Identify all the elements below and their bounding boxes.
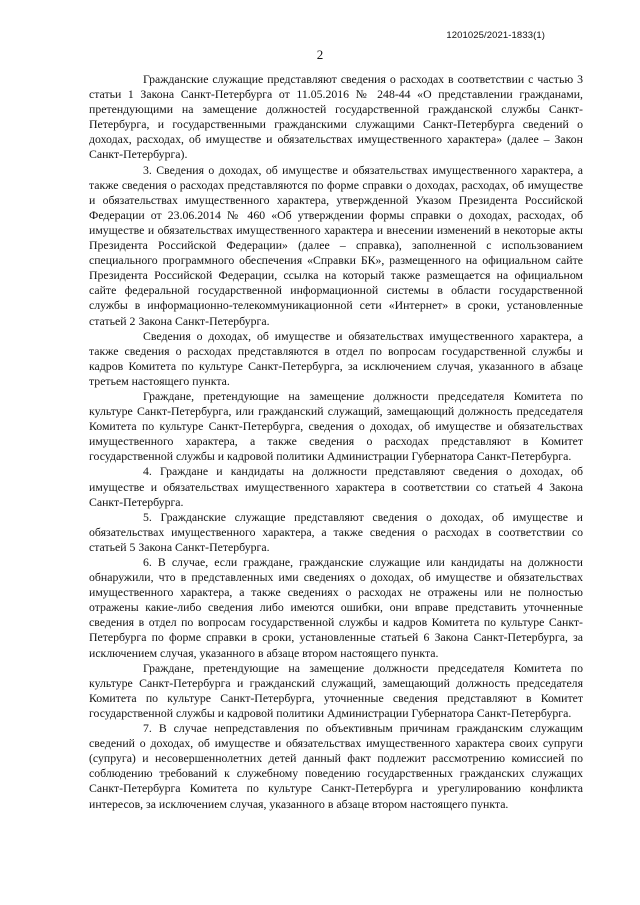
document-body [89, 72, 583, 812]
paragraph-item-3: 3. Сведения о доходах, об имуществе и обязательствах имущественного характера, а также сведения о расходах представляются по форме справки о доходах, расходах, об имуществе и обязательствах имущественного характера, утвержденной Указом Президента Российской Федерации от 23.06.2014 № 460 «Об утверждении формы справки о доходах, расходах, об имуществе и обязательствах имущественного характера и внесении изменений в некоторые акты Президента Российской Федерации» (далее – справка), заполненной с использованием специального программного обеспечения «Справки БК», размещенного на официальном сайте Президента Российской Федерации, ссылка на который также размещается на официальном сайте федеральной государственной информационной системы в области государственной службы в информационно-телекоммуникационной сети «Интернет» в сроки, установленные статьей 2 Закона Санкт-Петербурга. [89, 162, 583, 328]
paragraph-item-3-chairman: Граждане, претендующие на замещение должности председателя Комитета по культуре Санкт-Петербурга, или гражданский служащий, замещающий должность председателя Комитета по культуре Санкт-Петербурга, сведения о доходах, об имуществе и обязательствах имущественного характера, а также сведения о расходах представляют в Комитет государственной службы и кадровой политики Администрации Губернатора Санкт-Петербурга. [89, 388, 583, 464]
paragraph-item-3-submission: Сведения о доходах, об имуществе и обязательствах имущественного характера, а также сведения о расходах представляются в отдел по вопросам государственной службы и кадров Комитета по культуре Санкт-Петербурга, за исключением случая, указанного в абзаце третьем настоящего пункта. [89, 328, 583, 388]
page-number: 2 [316, 47, 324, 62]
paragraph-item-6: 6. В случае, если граждане, гражданские служащие или кандидаты на должности обнаружили, что в представленных ими сведениях о доходах, об имуществе и обязательствах имущественного характера, а также сведениях о расходах не отражены или не полностью отражены какие-либо сведения либо имеются ошибки, они вправе представить уточненные сведения в отдел по вопросам государственной службы и кадров Комитета по культуре Санкт-Петербурга по форме справки в сроки, установленные статьей 6 Закона Санкт-Петербурга, за исключением случая, указанного в абзаце втором настоящего пункта. [89, 555, 583, 660]
paragraph-expenses-intro: Гражданские служащие представляют сведения о расходах в соответствии с частью 3 статьи 1 Закона Санкт-Петербурга от 11.05.2016 № 248-44 «О представлении гражданами, претендующими на замещение должностей государственной гражданской службы Санкт-Петербурга, и государственными гражданскими служащими Санкт-Петербурга сведений о доходах, расходах, об имуществе и обязательствах имущественного характера» (далее – Закон Санкт-Петербурга). [89, 72, 583, 162]
paragraph-item-6-chairman: Граждане, претендующие на замещение должности председателя Комитета по культуре Санкт-Петербурга и гражданский служащий, замещающий должность председателя Комитета по культуре Санкт-Петербурга, уточненные сведения представляют в Комитет государственной службы и кадровой политики Администрации Губернатора Санкт-Петербурга. [89, 660, 583, 720]
document-registration-number: 1201025/2021-1833(1) [446, 30, 545, 41]
paragraph-item-7: 7. В случае непредставления по объективным причинам гражданским служащим сведений о доходах, об имуществе и обязательствах имущественного характера своих супруги (супруга) и несовершеннолетних детей данный факт подлежит рассмотрению комиссией по соблюдению требований к служебному поведению государственных гражданских служащих Санкт-Петербурга Комитета по культуре Санкт-Петербурга и урегулированию конфликта интересов, за исключением случая, указанного в абзаце втором настоящего пункта. [89, 721, 583, 811]
paragraph-item-5: 5. Гражданские служащие представляют сведения о доходах, об имуществе и обязательствах имущественного характера, а также сведения о расходах в соответствии со статьей 5 Закона Санкт-Петербурга. [89, 509, 583, 554]
paragraph-item-4: 4. Граждане и кандидаты на должности представляют сведения о доходах, об имуществе и обязательствах имущественного характера в соответствии со статьей 4 Закона Санкт-Петербурга. [89, 464, 583, 509]
